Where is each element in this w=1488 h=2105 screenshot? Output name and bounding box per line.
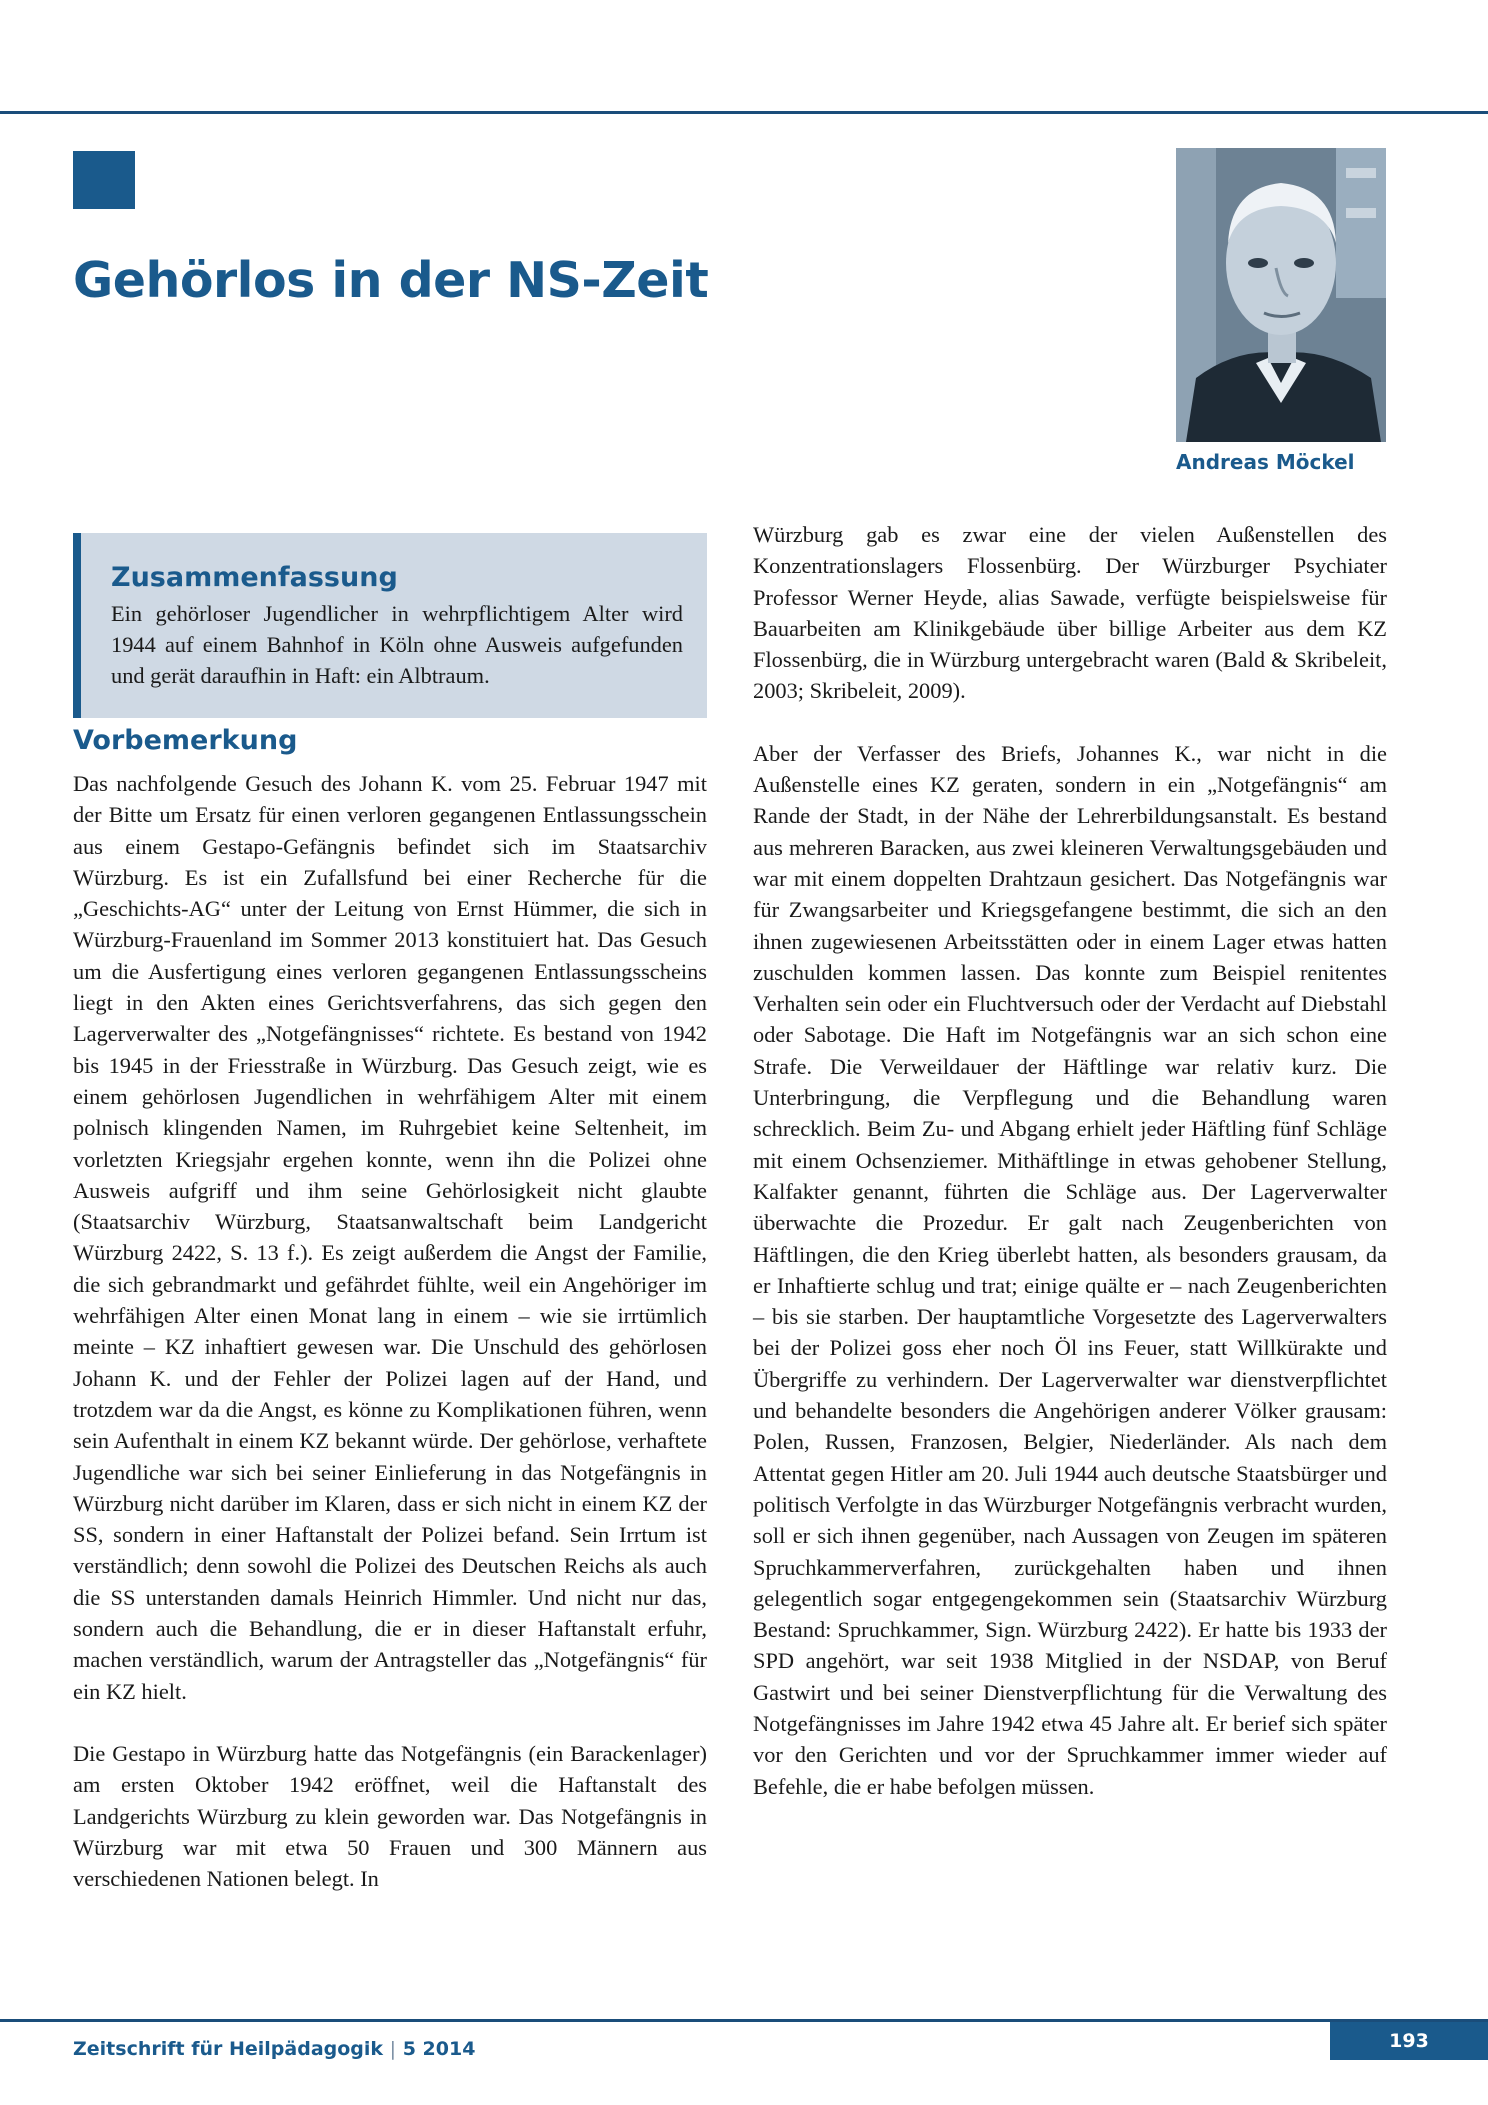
summary-heading: Zusammenfassung xyxy=(111,562,398,593)
footer-citation xyxy=(73,2038,475,2061)
section-heading-vorbemerkung: Vorbemerkung xyxy=(73,725,298,756)
left-column xyxy=(73,768,707,1894)
portrait-illustration xyxy=(1176,148,1386,442)
page-number: 193 xyxy=(1330,2022,1488,2060)
issue-number: 5 2014 xyxy=(402,2038,476,2060)
journal-name: Zeitschrift für Heilpädagogik xyxy=(73,2038,384,2060)
author-portrait-photo xyxy=(1176,148,1386,442)
top-rule xyxy=(0,111,1488,114)
article-title: Gehörlos in der NS-Zeit xyxy=(73,252,709,309)
author-name: Andreas Möckel xyxy=(1176,450,1355,474)
summary-box xyxy=(73,533,707,718)
title-marker-square xyxy=(73,151,135,209)
right-column xyxy=(753,519,1387,1802)
body-paragraph: Würzburg gab es zwar eine der vielen Außenstellen des Konzentrationslagers Flossenbürg. Der Würzburger Psychiater Professor Werner Heyde, alias Sawade, verfügte beispielsweise für Bauarbeiten am Klinikgebäude über billige Arbeiter aus dem KZ Flossenbürg, die in Würzburg untergebracht waren (Bald & Skribeleit, 2003; Skribeleit, 2009). xyxy=(753,522,1387,704)
body-paragraph: Aber der Verfasser des Briefs, Johannes K., war nicht in die Außenstelle eines KZ geraten, sondern in ein „Notgefängnis“ am Rande der Stadt, in der Nähe der Lehrerbildungsanstalt. Es bestand aus mehreren Baracken, aus zwei kleineren Verwaltungsgebäuden und war mit einem doppelten Drahtzaun gesichert. Das Notgefängnis war für Zwangsarbeiter und Kriegsgefangene bestimmt, die sich an den ihnen zugewiesenen Arbeitsstätten oder in einem Lager etwas hatten zuschulden kommen lassen. Das konnte zum Beispiel renitentes Verhalten sein oder ein Fluchtversuch oder der Verdacht auf Diebstahl oder Sabotage. Die Haft im Notgefängnis war an sich schon eine Strafe. Die Verweildauer der Häftlinge war relativ kurz. Die Unterbringung, die Verpflegung und die Behandlung waren schrecklich. Beim Zu- und Abgang erhielt jeder Häftling fünf Schläge mit einem Ochsenziemer. Mithäftlinge in etwas gehobener Stellung, Kalfakter genannt, führten die Schläge aus. Der Lagerverwalter überwachte die Prozedur. Er galt nach Zeugenberichten von Häftlingen, die den Krieg überlebt hatten, als besonders grausam, da er Inhaftierte schlug und trat; einige quälte er – nach Zeugenberichten – bis sie starben. Der hauptamtliche Vorgesetzte des Lagerverwalters bei der Polizei goss eher noch Öl ins Feuer, statt Willkürakte und Übergriffe zu verhindern. Der Lagerverwalter war dienstverpflichtet und behandelte besonders die Angehörigen anderer Völker grausam: Polen, Russen, Franzosen, Belgier, Niederländer. Als nach dem Attentat gegen Hitler am 20. Juli 1944 auch deutsche Staatsbürger und politisch Verfolgte in das Würzburger Notgefängnis verbracht wurden, soll er sich ihnen gegenüber, nach Aussagen von Zeugen im späteren Spruchkammerverfahren, zurückgehalten haben und ihnen gelegentlich sogar entgegengekommen sein (Staatsarchiv Würzburg Bestand: Spruchkammer, Sign. Würzburg 2422). Er hatte bis 1933 der SPD angehört, war seit 1938 Mitglied in der NSDAP, von Beruf Gastwirt und bei seiner Dienstverpflichtung für die Verwaltung des Notgefängnisses im Jahre 1942 etwa 45 Jahre alt. Er berief sich später vor den Gerichten und vor der Spruchkammer immer wieder auf Befehle, die er habe befolgen müssen. xyxy=(753,740,1387,1799)
body-paragraph: Die Gestapo in Würzburg hatte das Notgefängnis (ein Barackenlager) am ersten Oktober 1942 eröffnet, weil die Haftanstalt des Landgerichts Würzburg zu klein geworden war. Das Notgefängnis in Würzburg war mit etwa 50 Frauen und 300 Männern aus verschiedenen Nationen belegt. In xyxy=(73,1740,707,1892)
footer-separator: | xyxy=(389,2038,397,2060)
summary-text: Ein gehörloser Jugendlicher in wehrpflichtigem Alter wird 1944 auf einem Bahnhof in Köln ohne Ausweis aufgefunden und gerät daraufhin in Haft: ein Albtraum. xyxy=(111,601,683,689)
body-paragraph: Das nachfolgende Gesuch des Johann K. vom 25. Februar 1947 mit der Bitte um Ersatz für einen verloren gegangenen Entlassungsschein aus einem Gestapo-Gefängnis befindet sich im Staatsarchiv Würzburg. Es ist ein Zufallsfund bei einer Recherche für die „Geschichts-AG“ unter der Leitung von Ernst Hümmer, die sich in Würzburg-Frauenland im Sommer 2013 konstituiert hat. Das Gesuch um die Ausfertigung eines verloren gegangenen Entlassungsscheins liegt in den Akten eines Gerichtsverfahrens, das sich gegen den Lagerverwalter des „Notgefängnisses“ richtete. Es bestand von 1942 bis 1945 in der Friesstraße in Würzburg. Das Gesuch zeigt, wie es einem gehörlosen Jugendlichen in wehrfähigem Alter mit einem polnisch klingenden Namen, im Ruhrgebiet keine Seltenheit, im vorletzten Kriegsjahr ergehen konnte, wenn ihn die Polizei ohne Ausweis aufgriff und ihm seine Gehörlosigkeit nicht glaubte (Staatsarchiv Würzburg, Staatsanwaltschaft beim Landgericht Würzburg 2422, S. 13 f.). Es zeigt außerdem die Angst der Familie, die sich gebrandmarkt und gefährdet fühlte, weil ein Angehöriger im wehrfähigen Alter einen Monat lang in einem – wie sie irrtümlich meinte – KZ inhaftiert gewesen war. Die Unschuld des gehörlosen Johann K. und der Fehler der Polizei lagen auf der Hand, und trotzdem war da die Angst, es könne zu Komplikationen führen, wenn sein Aufenthalt in einem KZ bekannt würde. Der gehörlose, verhaftete Jugendliche war sich bei seiner Einlieferung in das Notgefängnis in Würzburg nicht darüber im Klaren, dass er sich nicht in einem KZ der SS, sondern in einer Haftanstalt der Polizei befand. Sein Irrtum ist verständlich; denn sowohl die Polizei des Deutschen Reichs als auch die SS unterstanden damals Heinrich Himmler. Und nicht nur das, sondern auch die Behandlung, die er in dieser Haftanstalt erfuhr, machen verständlich, warum der Antragsteller das „Notgefängnis“ für ein KZ hielt. xyxy=(73,771,707,1704)
bottom-rule xyxy=(0,2019,1488,2022)
